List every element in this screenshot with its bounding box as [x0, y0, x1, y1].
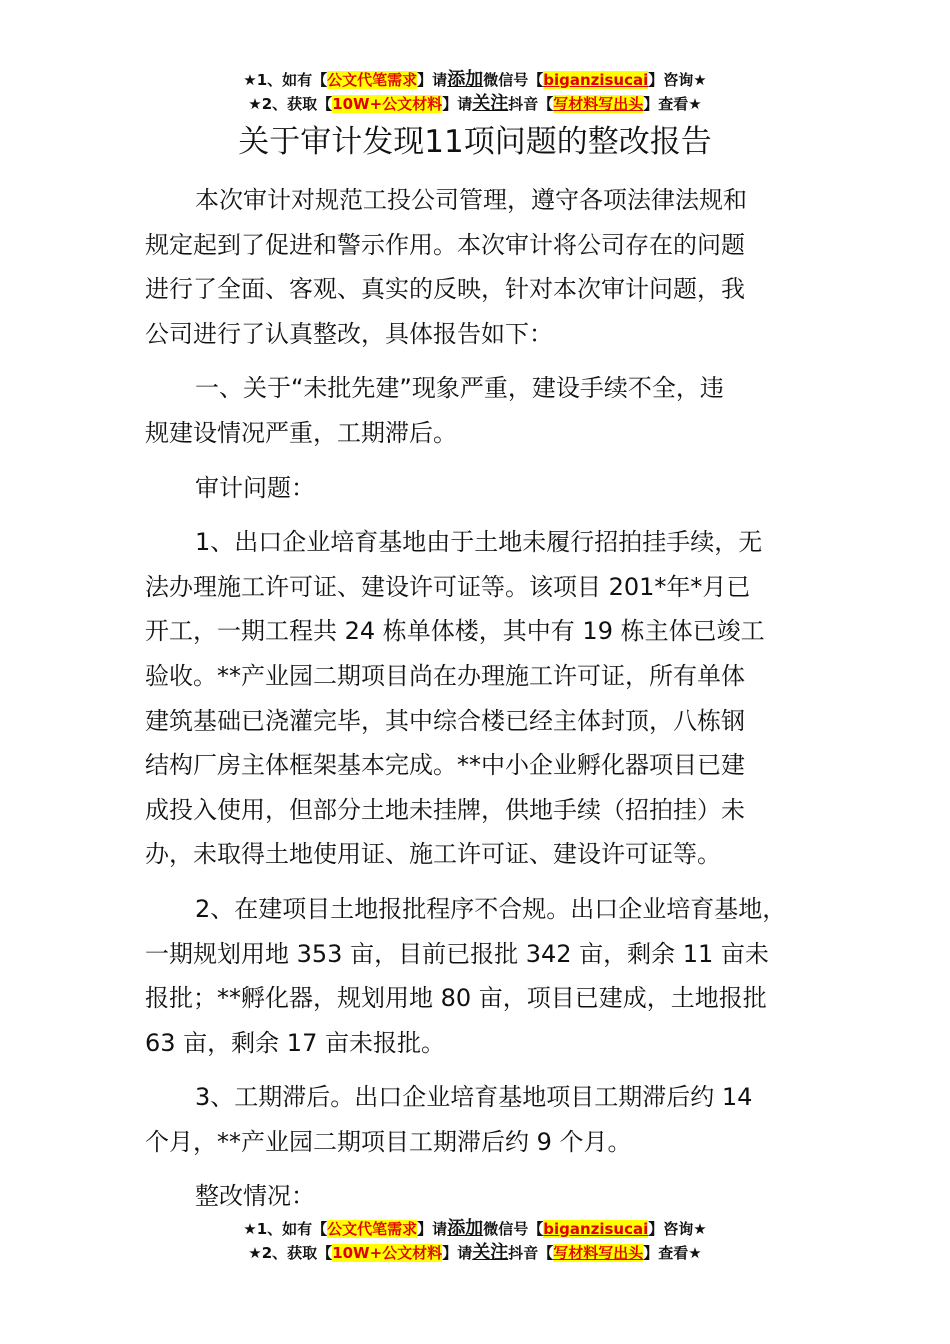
text-line: 1、出口企业培育基地由于土地未履行招拍挂手续，无 [195, 528, 763, 557]
text-line: 进行了全面、客观、真实的反映，针对本次审计问题，我 [145, 275, 745, 304]
text-line: 建筑基础已浇灌完毕，其中综合楼已经主体封顶，八栋钢 [145, 706, 745, 735]
highlight: 10W+公文材料 [332, 1244, 443, 1262]
promo-line-1 [0, 1217, 950, 1241]
text-line: 开工，一期工程共 24 栋单体楼，其中有 19 栋主体已竣工 [145, 617, 765, 646]
document-body [145, 178, 825, 1229]
text-line: 审计问题： [195, 473, 315, 502]
text-line: 一期规划用地 353 亩，目前已报批 342 亩，剩余 11 亩未 [145, 939, 769, 968]
text-line: 法办理施工许可证、建设许可证等。该项目 201*年*月已 [145, 572, 751, 601]
highlight: 10W+公文材料 [332, 95, 443, 113]
text: 】咨询★ [648, 71, 707, 89]
text-line: 本次审计对规范工投公司管理，遵守各项法律法规和 [195, 186, 747, 214]
promo-banner-bottom [0, 1217, 950, 1265]
paragraph [145, 466, 825, 511]
paragraph [145, 1075, 825, 1164]
text-line: 公司进行了认真整改，具体报告如下： [145, 319, 553, 348]
paragraph [145, 366, 825, 455]
highlight: 写材料写出头 [553, 95, 644, 113]
highlight: biganzisucai [543, 71, 649, 89]
text: ★1、如有【 [243, 71, 328, 89]
underlined-text: 添加 [447, 1218, 484, 1239]
text: 抖音【 [508, 95, 554, 113]
text-line: 一、关于“未批先建”现象严重，建设手续不全，违 [195, 374, 724, 403]
highlight: 写材料写出头 [553, 1244, 644, 1262]
paragraph [145, 1174, 825, 1219]
highlight: biganzisucai [543, 1220, 649, 1238]
text: 】咨询★ [648, 1220, 707, 1238]
text-line: 验收。**产业园二期项目尚在办理施工许可证，所有单体 [145, 661, 745, 690]
text-line: 规定起到了促进和警示作用。本次审计将公司存在的问题 [145, 230, 745, 259]
text-line: 63 亩，剩余 17 亩未报批。 [145, 1028, 445, 1057]
underlined-text: 添加 [447, 69, 484, 90]
paragraph [145, 887, 825, 1065]
text-line: 整改情况： [195, 1182, 315, 1211]
text-line: 个月，**产业园二期项目工期滞后约 9 个月。 [145, 1127, 632, 1156]
document-title: 关于审计发现11项问题的整改报告 [238, 124, 712, 160]
underlined-text: 关注 [472, 93, 509, 114]
promo-line-1 [0, 68, 950, 92]
text: ★1、如有【 [243, 1220, 328, 1238]
underlined-text: 关注 [472, 1242, 509, 1263]
highlight: 公文代笔需求 [327, 1220, 418, 1238]
promo-line-2 [0, 92, 950, 116]
highlight: 公文代笔需求 [327, 71, 418, 89]
text-line: 报批；**孵化器，规划用地 80 亩，项目已建成，土地报批 [145, 984, 767, 1013]
text: 抖音【 [508, 1244, 554, 1262]
text: 】查看★ [643, 1244, 702, 1262]
text: ★2、获取【 [248, 1244, 333, 1262]
text-line: 结构厂房主体框架基本完成。**中小企业孵化器项目已建 [145, 751, 745, 780]
text-line: 办，未取得土地使用证、施工许可证、建设许可证等。 [145, 840, 721, 869]
text: 】请 [417, 1220, 448, 1238]
paragraph [145, 178, 825, 356]
promo-line-2 [0, 1241, 950, 1265]
text-line: 2、在建项目土地报批程序不合规。出口企业培育基地， [195, 894, 787, 923]
text-line: 规建设情况严重，工期滞后。 [145, 418, 457, 447]
text: 】请 [442, 95, 473, 113]
text: 微信号【 [483, 1220, 544, 1238]
paragraph [145, 520, 825, 877]
text: ★2、获取【 [248, 95, 333, 113]
text: 微信号【 [483, 71, 544, 89]
text-line: 3、工期滞后。出口企业培育基地项目工期滞后约 14 [195, 1083, 753, 1112]
promo-banner-top [0, 68, 950, 116]
text: 】请 [442, 1244, 473, 1262]
text: 】查看★ [643, 95, 702, 113]
text: 】请 [417, 71, 448, 89]
text-line: 成投入使用，但部分土地未挂牌，供地手续（招拍挂）未 [145, 795, 745, 824]
